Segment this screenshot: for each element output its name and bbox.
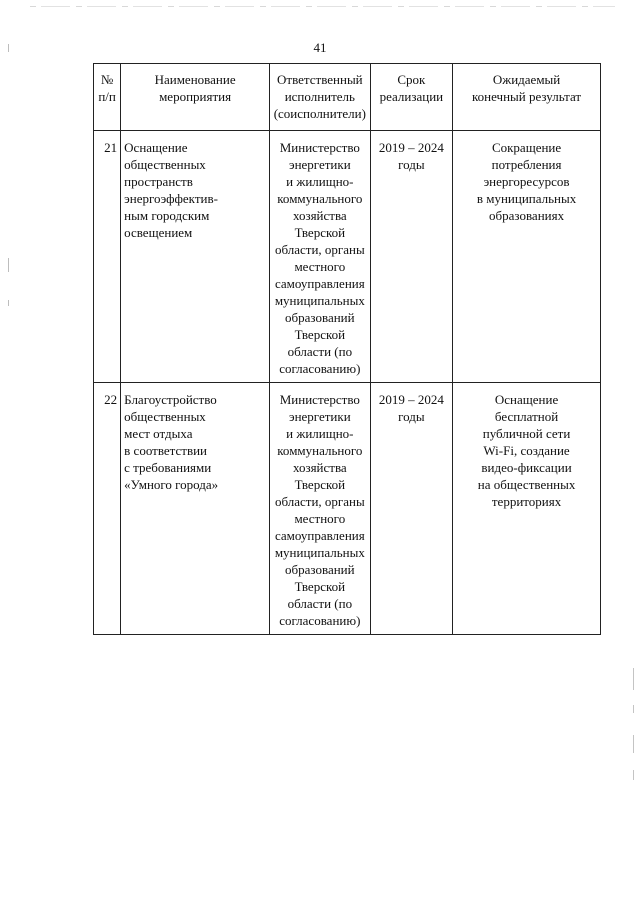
table-row [94,131,601,383]
scan-edge-artifact [30,6,615,7]
expected-result: Оснащение бесплатной публичной сети Wi-Fi, создание видео-фиксации на общественных территориях [453,383,601,635]
activity-name: Оснащение общественных пространств энергоэффектив- ным городским освещением [121,131,270,383]
row-number: 22 [94,383,121,635]
scan-margin-mark [633,705,634,713]
header-activity-name: Наименование мероприятия [121,64,270,131]
scan-margin-mark [633,668,634,690]
table-header-row [94,64,601,131]
page-number: 41 [313,40,327,55]
header-number: № п/п [94,64,121,131]
activities-table [93,63,601,635]
activity-name: Благоустройство общественных мест отдыха в соответствии с требованиями «Умного города» [121,383,270,635]
header-expected-result: Ожидаемый конечный результат [453,64,601,131]
row-number: 21 [94,131,121,383]
header-implementation-term: Срок реализации [370,64,452,131]
scan-margin-mark [633,735,634,753]
expected-result: Сокращение потребления энергоресурсов в муниципальных образованиях [453,131,601,383]
scan-margin-mark [8,300,9,306]
responsible-executor: Министерство энергетики и жилищно- коммунального хозяйства Тверской области, органы местного самоуправления муниципальных образований Тверской области (по согласованию) [270,131,371,383]
implementation-term: 2019 – 2024 годы [370,383,452,635]
implementation-term: 2019 – 2024 годы [370,131,452,383]
scan-margin-mark [8,258,9,272]
scan-margin-mark [633,770,634,780]
header-responsible-executor: Ответственный исполнитель (соисполнители) [270,64,371,131]
responsible-executor: Министерство энергетики и жилищно- коммунального хозяйства Тверской области, органы местного самоуправления муниципальных образований Тверской области (по согласованию) [270,383,371,635]
table-row [94,383,601,635]
